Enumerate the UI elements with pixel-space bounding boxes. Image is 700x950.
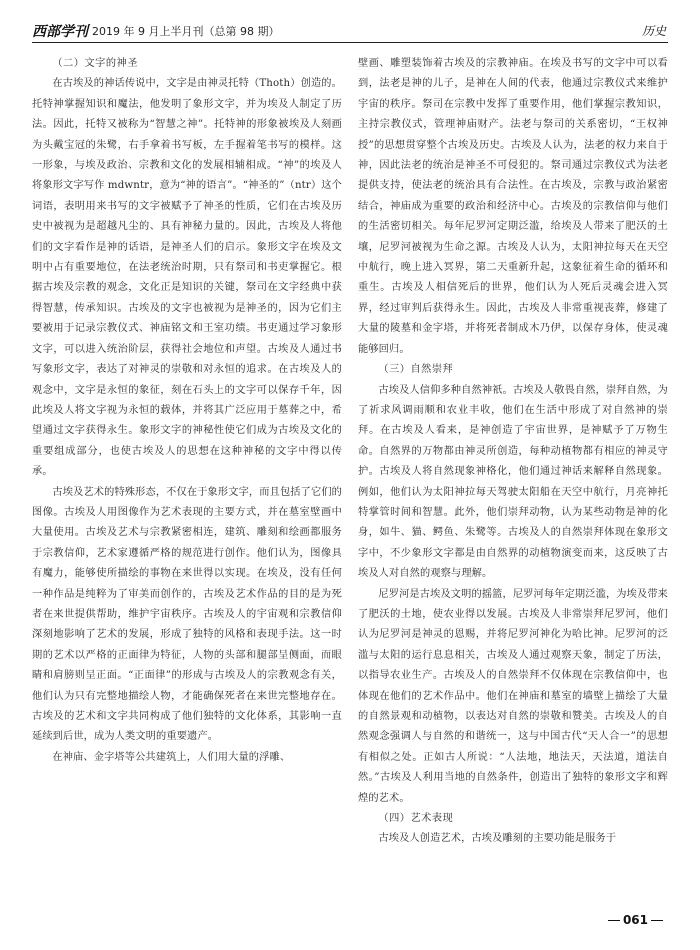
section-label: 历史 [641, 24, 666, 38]
section-heading: （三）自然崇拜 [378, 364, 454, 376]
left-column [32, 54, 342, 906]
paragraph: 尼罗河是古埃及文明的摇篮，尼罗河每年定期泛滥，为埃及带来了肥沃的土地，使农业得以发展。古埃及人非常崇拜尼罗河，他们认为尼罗河是神灵的恩赐，并将尼罗河神化为哈比神。尼罗河的泛滥与太阳的运行息息相关，古埃及人通过观察天象，制定了历法，以指导农业生产。古埃及人的自然崇拜不仅体现在宗教信仰中，也体现在他们的艺术作品中。他们在神庙和墓室的墙壁上描绘了大量的自然景观和动植物，以表达对自然的崇敬和赞美。古埃及人的自然观念强调人与自然的和谐统一，这与中国古代“天人合一”的思想有相似之处。正如古人所说：“人法地，地法天，天法道，道法自然。”古埃及人利用当地的自然条件，创造出了独特的象形文字和辉煌的艺术。 [358, 588, 668, 804]
paragraph: 古埃及艺术的特殊形态，不仅在于象形文字，而且包括了它们的图像。古埃及人用图像作为艺术表现的主要方式，并在墓室壁画中大量使用。古埃及艺术与宗教紧密相连，建筑、雕刻和绘画都服务于宗教信仰，艺术家遵循严格的规范进行创作。他们认为，图像具有魔力，能够使所描绘的事物在来世得以实现。在埃及，没有任何一种作品是纯粹为了审美而创作的，古埃及艺术作品的目的是为死者在来世提供帮助，维护宇宙秩序。古埃及人的宇宙观和宗教信仰深刻地影响了艺术的发展，形成了独特的风格和表现手法。这一时期的艺术以严格的正面律为特征，人物的头部和腿部呈侧面，而眼睛和肩膀则呈正面。“正面律”的形成与古埃及人的宗教观念有关，他们认为只有完整地描绘人物，才能确保死者在来世完整地存在。古埃及的艺术和文字共同构成了他们独特的文化体系，其影响一直延续到后世，成为人类文明的重要遗产。 [32, 486, 342, 743]
issue-info: 2019 年 9 月上半月刊（总第 98 期） [92, 25, 280, 38]
paragraph: 壁画、雕塑装饰着古埃及的宗教神庙。在埃及书写的文字中可以看到，法老是神的儿子，是神在人间的代表，他通过宗教仪式来维护宇宙的秩序。祭司在宗教中发挥了重要作用，他们掌握宗教知识，主持宗教仪式，管理神庙财产。法老与祭司的关系密切，“王权神授”的思想贯穿整个古埃及历史。古埃及人认为，法老的权力来自于神，因此法老的统治是神圣不可侵犯的。祭司通过宗教仪式为法老提供支持，使法老的统治具有合法性。在古埃及，宗教与政治紧密结合，神庙成为重要的政治和经济中心。古埃及的宗教信仰与他们的生活密切相关。每年尼罗河定期泛滥，给埃及人带来了肥沃的土壤，尼罗河被视为生命之源。古埃及人认为，太阳神拉每天在天空中航行，晚上进入冥界，第二天重新升起，这象征着生命的循环和重生。古埃及人相信死后的世界，他们认为人死后灵魂会进入冥界，经过审判后获得永生。因此，古埃及人非常重视丧葬，修建了大量的陵墓和金字塔，并将死者制成木乃伊，以保存身体，使灵魂能够回归。 [358, 58, 668, 355]
page-number-text: 061 [622, 913, 648, 927]
page-number [605, 913, 666, 927]
journal-logo: 西部学刊 [32, 24, 88, 40]
section-heading: （二）文字的神圣 [52, 58, 138, 69]
paragraph: 古埃及人创造艺术，古埃及雕刻的主要功能是服务于 [378, 833, 617, 845]
paragraph: 古埃及人信仰多种自然神祇。古埃及人敬畏自然，崇拜自然，为了祈求风调雨顺和农业丰收，他们在生活中形成了对自然神的崇拜。在古埃及人看来，是神创造了宇宙世界，是神赋予了万物生命。自然界的万物都由神灵所创造，每种动植物都有相应的神灵守护。古埃及人将自然现象神格化，他们通过神话来解释自然现象。例如，他们认为太阳神拉每天驾驶太阳船在天空中航行，月亮神托特掌管时间和智慧。此外，他们崇拜动物，认为某些动物是神的化身，如牛、猫、鳄鱼、朱鹭等。古埃及人的自然崇拜体现在象形文字中，不少象形文字都是由自然界的动植物演变而来，这反映了古埃及人对自然的观察与理解。 [358, 384, 668, 580]
paragraph: 在神庙、金字塔等公共建筑上，人们用大量的浮雕、 [52, 751, 291, 763]
running-header [32, 20, 668, 43]
section-heading: （四）艺术表现 [378, 813, 454, 825]
right-column [358, 54, 668, 906]
dash-left [608, 920, 620, 921]
paragraph: 在古埃及的神话传说中，文字是由神灵托特（Thoth）创造的。托特神掌握知识和魔法，他发明了象形文字，并为埃及人制定了历法。因此，托特又被称为“智慧之神”。托特神的形象被埃及人刻画为头戴宝冠的朱鹭，右手拿着书写板，左手握着笔书写的模样。这一形象，与埃及政治、宗教和文化的发展相辅相成。“神”的埃及人将象形文字写作 mdwntr，意为“神的语言”。“神圣的”（ntr）这个词语，表明用来书写的文字被赋予了神圣的性质，它们在古埃及历史中被视为是超越凡尘的、具有神秘力量的。因此，古埃及人将他们的文字看作是神的话语，是神圣人们的启示。象形文字在埃及文明中占有重要地位，在法老统治时期，只有祭司和书吏掌握它。根据古埃及宗教的观念，文化正是知识的关键，祭司在文字经典中获得智慧，传承知识。古埃及的文字也被视为是神圣的，因为它们主要被用于记录宗教仪式、神庙铭文和王室功绩。书吏通过学习象形文字，可以进入统治阶层，获得社会地位和声望。古埃及人通过书写象形文字，表达了对神灵的崇敬和对永恒的追求。在古埃及人的观念中，文字是永恒的象征，刻在石头上的文字可以保存千年，因此埃及人将文字视为永恒的载体，并将其广泛应用于墓葬之中，希望通过文字获得永生。象形文字的神秘性使它们成为古埃及文化的重要组成部分，也使古埃及人的思想在这种神秘的文字中得以传承。 [32, 78, 342, 478]
dash-right [651, 920, 663, 921]
